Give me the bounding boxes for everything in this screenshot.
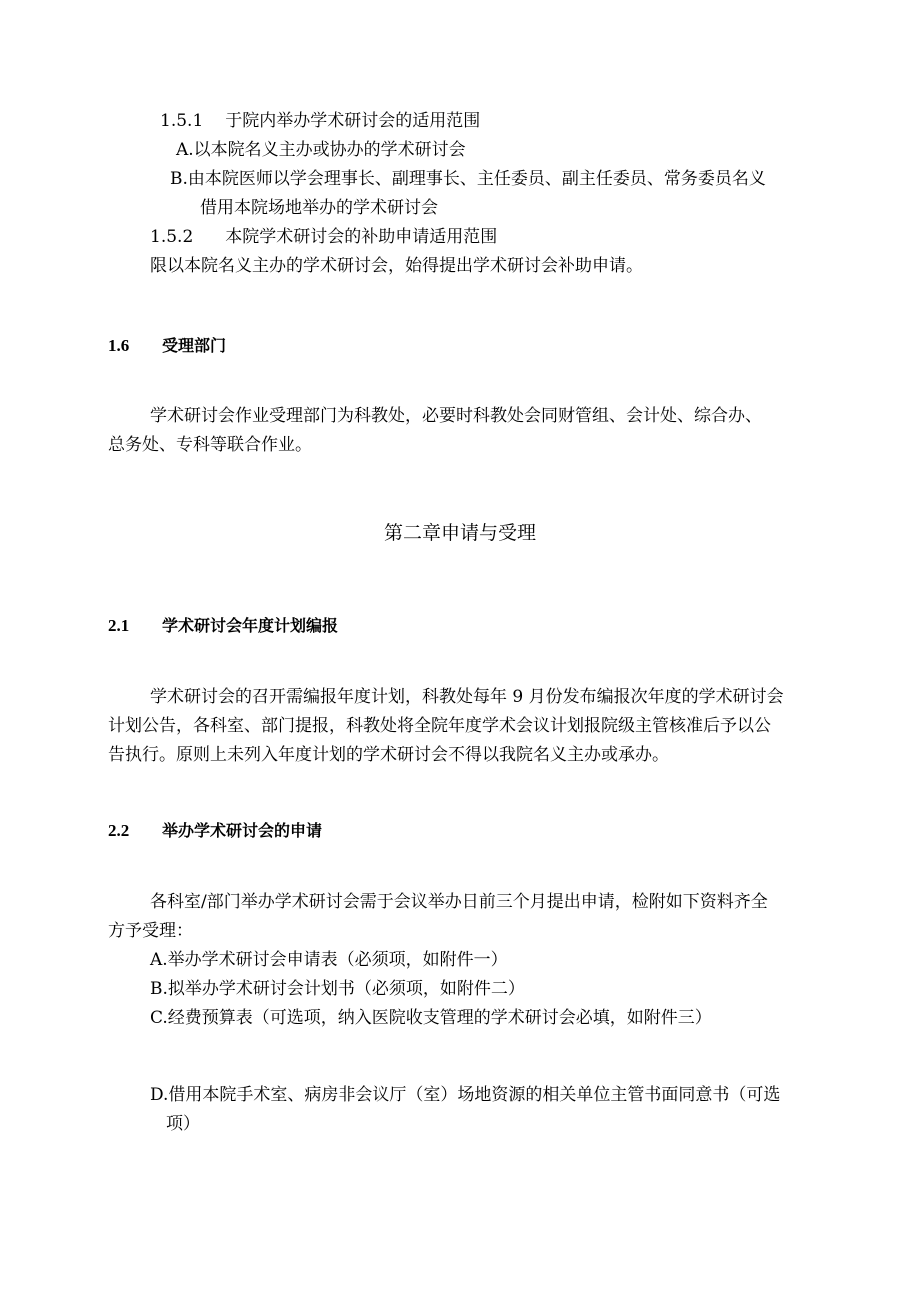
section-2-1-body-line2: 计划公告，各科室、部门提报，科教处将全院年度学术会议计划报院级主管核准后予以公 bbox=[108, 716, 771, 736]
item-1-5-1-b-line2: 借用本院场地举办的学术研讨会 bbox=[200, 198, 438, 218]
section-number: 1.6 bbox=[108, 336, 130, 355]
section-title: 举办学术研讨会的申请 bbox=[162, 821, 323, 840]
section-heading-2-2 bbox=[108, 819, 322, 843]
item-1-5-2-body: 限以本院名义主办的学术研讨会，始得提出学术研讨会补助申请。 bbox=[150, 256, 643, 276]
section-title: 学术研讨会年度计划编报 bbox=[162, 616, 339, 635]
section-1-6-body-line2: 总务处、专科等联合作业。 bbox=[108, 435, 312, 455]
section-2-2-item-d-line1: D.借用本院手术室、病房非会议厅（室）场地资源的相关单位主管书面同意书（可选 bbox=[150, 1085, 781, 1105]
section-number: 2.1 bbox=[108, 616, 130, 635]
section-1-6-body-line1: 学术研讨会作业受理部门为科教处，必要时科教处会同财管组、会计处、综合办、 bbox=[150, 406, 762, 426]
section-2-2-item-d-line2: 项） bbox=[166, 1114, 200, 1134]
section-2-1-body-line3: 告执行。原则上未列入年度计划的学术研讨会不得以我院名义主办或承办。 bbox=[108, 745, 669, 765]
item-title: 于院内举办学术研讨会的适用范围 bbox=[225, 111, 481, 131]
section-heading-2-1 bbox=[108, 614, 338, 638]
item-1-5-1-a: A.以本院名义主办或协办的学术研讨会 bbox=[176, 140, 466, 160]
section-number: 2.2 bbox=[108, 821, 130, 840]
section-2-2-body-line2: 方予受理： bbox=[108, 921, 193, 941]
section-2-2-item-b: B.拟举办学术研讨会计划书（必须项，如附件二） bbox=[150, 979, 525, 999]
item-title: 本院学术研讨会的补助申请适用范围 bbox=[225, 227, 498, 247]
section-2-2-item-c: C.经费预算表（可选项，纳入医院收支管理的学术研讨会必填，如附件三） bbox=[150, 1008, 712, 1028]
section-2-2-item-a: A.举办学术研讨会申请表（必须项，如附件一） bbox=[150, 950, 508, 970]
chapter-title: 第二章申请与受理 bbox=[383, 522, 536, 544]
item-number: 1.5.1 bbox=[160, 111, 204, 131]
section-title: 受理部门 bbox=[162, 336, 227, 355]
item-number: 1.5.2 bbox=[150, 227, 194, 247]
item-1-5-2 bbox=[150, 225, 497, 249]
section-2-2-body-line1: 各科室/部门举办学术研讨会需于会议举办日前三个月提出申请，检附如下资料齐全 bbox=[150, 892, 768, 912]
section-heading-1-6 bbox=[108, 334, 226, 358]
item-1-5-1 bbox=[160, 109, 480, 133]
item-1-5-1-b-line1: B.由本院医师以学会理事长、副理事长、主任委员、副主任委员、常务委员名义 bbox=[170, 169, 766, 189]
section-2-1-body-line1: 学术研讨会的召开需编报年度计划，科教处每年 9 月份发布编报次年度的学术研讨会 bbox=[150, 687, 784, 707]
